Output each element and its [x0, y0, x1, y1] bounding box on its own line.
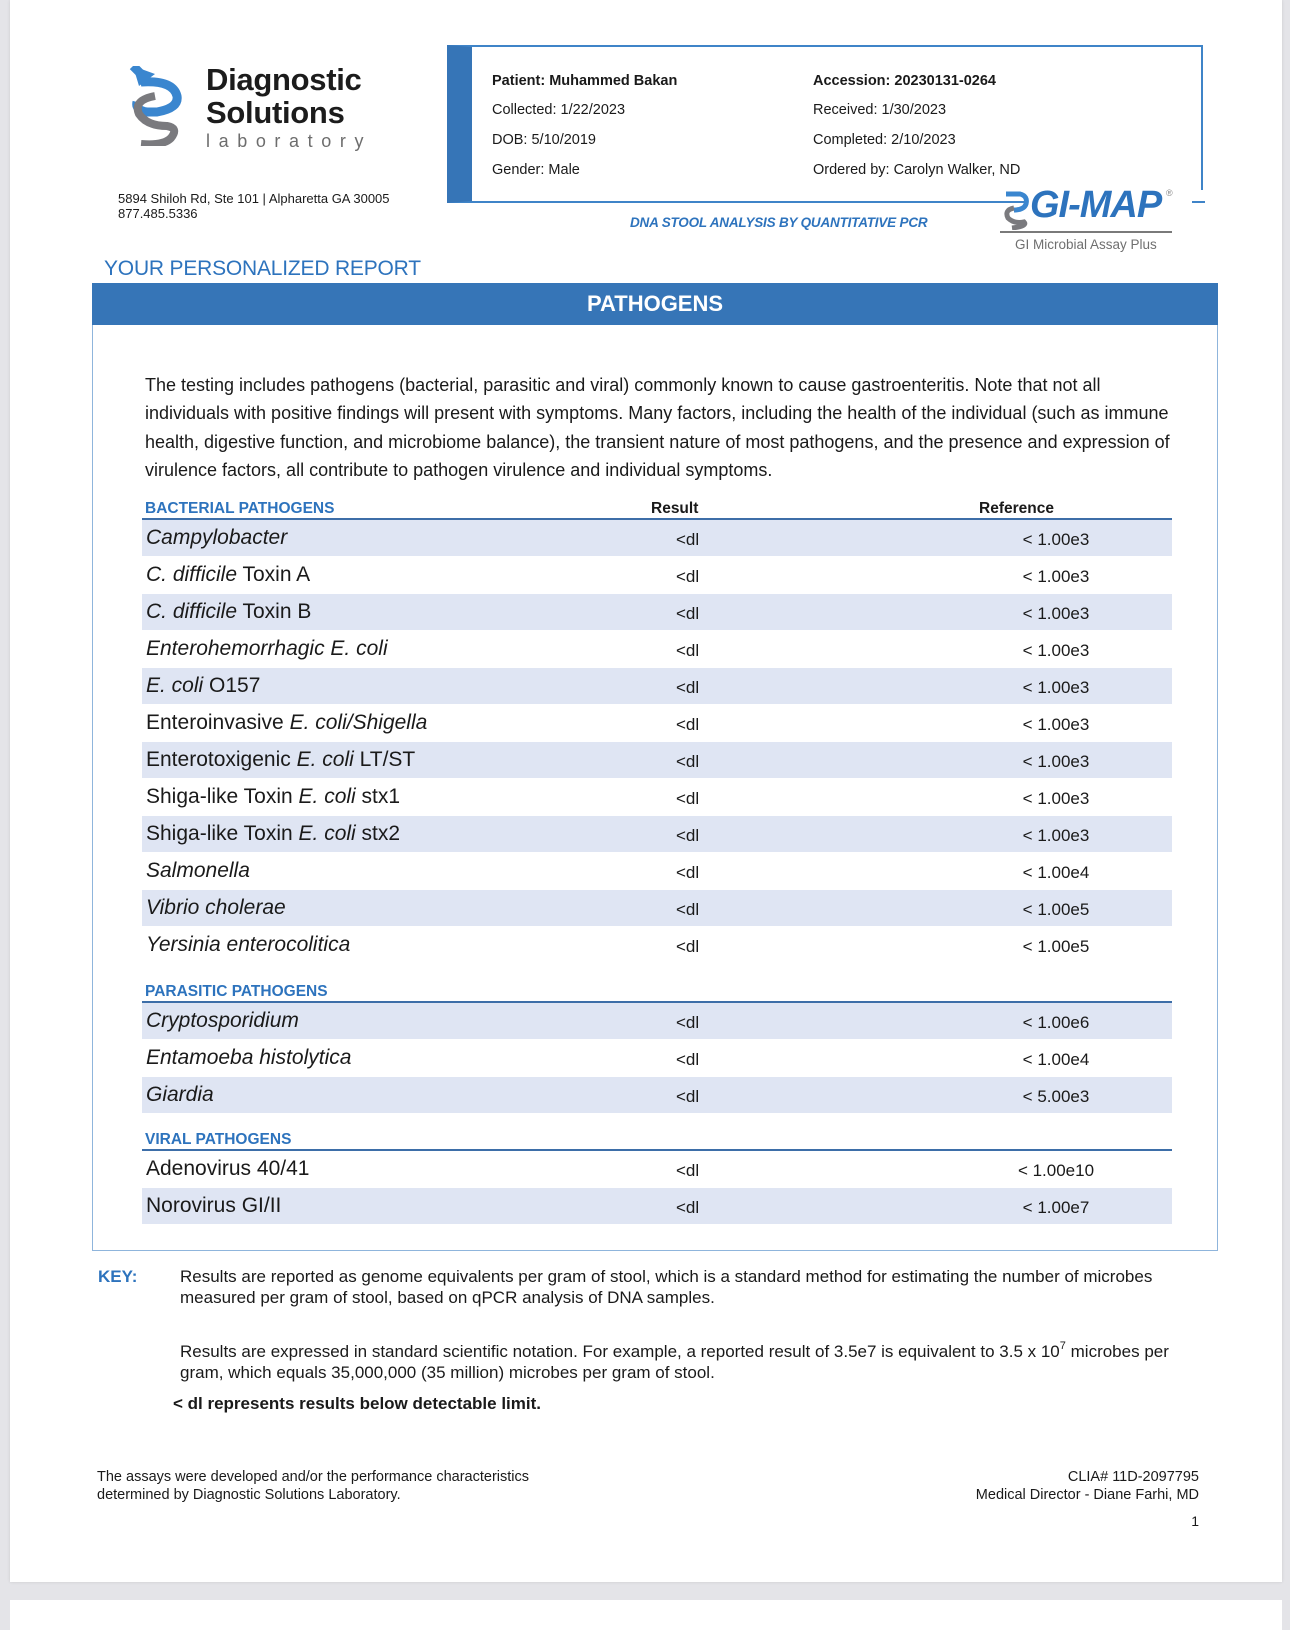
footer-clia — [870, 1469, 1199, 1504]
gimap-underline — [1000, 231, 1172, 233]
bacterial-pathogens-table — [142, 498, 1172, 964]
table-row: Giardia <dl < 5.00e3 — [142, 1077, 1172, 1114]
result-value: <dl — [676, 1013, 700, 1032]
lab-name-line3: laboratory — [206, 131, 373, 151]
result-value: <dl — [676, 1087, 700, 1106]
reference-value: < 1.00e4 — [1022, 863, 1090, 882]
reference-column-header: Reference — [979, 500, 1054, 517]
group-header — [142, 981, 1172, 1003]
result-value: <dl — [676, 567, 700, 586]
gimap-subtitle: GI Microbial Assay Plus — [1015, 237, 1157, 252]
reference-value: < 1.00e3 — [1022, 530, 1090, 549]
result-value: <dl — [676, 752, 700, 771]
reference-value: < 1.00e5 — [1022, 900, 1090, 919]
table-row: Enteroinvasive E. coli/Shigella <dl < 1.00e3 — [142, 705, 1172, 742]
lab-address — [118, 191, 390, 221]
table-row: Yersinia enterocolitica <dl < 1.00e5 — [142, 927, 1172, 964]
completed-date: Completed: 2/10/2023 — [813, 132, 956, 148]
table-row: Salmonella <dl < 1.00e4 — [142, 853, 1172, 890]
group-title: BACTERIAL PATHOGENS — [145, 500, 335, 517]
result-value: <dl — [676, 604, 700, 623]
report-title: YOUR PERSONALIZED REPORT — [104, 257, 421, 280]
parasitic-pathogens-table — [142, 981, 1172, 1114]
result-value: <dl — [676, 1050, 700, 1069]
table-row: Norovirus GI/II <dl < 1.00e7 — [142, 1188, 1172, 1225]
table-row: C. difficile Toxin A <dl < 1.00e3 — [142, 557, 1172, 594]
patient-name: Patient: Muhammed Bakan — [492, 73, 678, 89]
result-value: <dl — [676, 678, 700, 697]
key-paragraph-notation: Results are expressed in standard scientific notation. For example, a reported result of 3.5e7 is equivalent to 3.5 x $10^7$ microbes per gram, which equals 35,000,000 (35 million) microbes per gram of stool. — [180, 1340, 1169, 1382]
page-number: 1 — [1191, 1513, 1199, 1529]
reference-value: < 1.00e3 — [1022, 641, 1090, 660]
analysis-tagline: DNA STOOL ANALYSIS BY QUANTITATIVE PCR — [630, 215, 928, 230]
reference-value: < 1.00e3 — [1022, 567, 1090, 586]
gender: Gender: Male — [492, 162, 580, 178]
clia-number: CLIA# 11D-2097795 — [1067, 1469, 1199, 1485]
result-value: <dl — [676, 641, 700, 660]
group-header — [142, 1129, 1172, 1151]
lab-logo-icon — [125, 66, 195, 146]
section-title: PATHOGENS — [92, 283, 1218, 325]
gimap-logo-icon — [1000, 190, 1032, 230]
table-row: Campylobacter <dl < 1.00e3 — [142, 520, 1172, 557]
lab-name-line2: Solutions — [206, 95, 345, 130]
result-value: <dl — [676, 1161, 700, 1180]
table-row: Enterohemorrhagic E. coli <dl < 1.00e3 — [142, 631, 1172, 668]
section-intro: The testing includes pathogens (bacterial, parasitic and viral) commonly known to cause gastroenteritis. Note that not all individuals with positive findings will present with symptoms. Many factors, including the health of the individual (such as immune health, digestive function, and microbiome balance), the transient nature of most pathogens, and the presence and expression of virulence factors, all contribute to pathogen virulence and individual symptoms. — [145, 375, 1170, 480]
table-row: Adenovirus 40/41 <dl < 1.00e10 — [142, 1151, 1172, 1188]
reference-value: < 1.00e5 — [1022, 937, 1090, 956]
group-title: VIRAL PATHOGENS — [145, 1131, 292, 1148]
collected-date: Collected: 1/22/2023 — [492, 102, 626, 118]
table-row: Shiga-like Toxin E. coli stx2 <dl < 1.00e3 — [142, 816, 1172, 853]
result-value: <dl — [676, 530, 700, 549]
table-row: C. difficile Toxin B <dl < 1.00e3 — [142, 594, 1172, 631]
reference-value: < 1.00e4 — [1022, 1050, 1090, 1069]
received-date: Received: 1/30/2023 — [813, 102, 947, 118]
detectable-limit-note: < dl represents results below detectable limit. — [173, 1394, 541, 1413]
patient-info-box — [447, 45, 1203, 203]
table-row: Shiga-like Toxin E. coli stx1 <dl < 1.00e3 — [142, 779, 1172, 816]
group-header — [142, 498, 1172, 520]
report-page — [10, 0, 1282, 1582]
reference-value: < 1.00e3 — [1022, 752, 1090, 771]
dob: DOB: 5/10/2019 — [492, 132, 596, 148]
next-page-edge — [10, 1600, 1282, 1630]
result-value: <dl — [676, 900, 700, 919]
viral-pathogens-table — [142, 1129, 1172, 1225]
reference-value: < 1.00e3 — [1022, 789, 1090, 808]
lab-phone: 877.485.5336 — [118, 206, 198, 221]
table-row: Entamoeba histolytica <dl < 1.00e4 — [142, 1040, 1172, 1077]
box-border-segment — [1192, 201, 1205, 203]
table-row: Cryptosporidium <dl < 1.00e6 — [142, 1003, 1172, 1040]
medical-director: Medical Director - Diane Farhi, MD — [975, 1486, 1199, 1503]
footer-disclaimer: The assays were developed and/or the performance characteristics determined by Diagnostic Solutions Laboratory. — [97, 1469, 529, 1503]
gimap-logo-text: GI-MAP — [1030, 184, 1162, 226]
table-row: E. coli O157 <dl < 1.00e3 — [142, 668, 1172, 705]
key-label: KEY: — [98, 1267, 138, 1286]
result-value: <dl — [676, 826, 700, 845]
registered-mark: ® — [1166, 188, 1173, 198]
reference-value: < 1.00e3 — [1022, 678, 1090, 697]
result-column-header: Result — [651, 500, 699, 517]
key-paragraph-units: Results are reported as genome equivalents per gram of stool, which is a standard method for estimating the number of microbes measured per gram of stool, based on qPCR analysis of DNA samples. — [180, 1267, 1153, 1307]
result-value: <dl — [676, 937, 700, 956]
table-row: Vibrio cholerae <dl < 1.00e5 — [142, 890, 1172, 927]
accession-number: Accession: 20230131-0264 — [813, 73, 996, 89]
table-row: Enterotoxigenic E. coli LT/ST <dl < 1.00e3 — [142, 742, 1172, 779]
reference-value: < 5.00e3 — [1022, 1087, 1090, 1106]
result-value: <dl — [676, 789, 700, 808]
reference-value: < 1.00e3 — [1022, 604, 1090, 623]
lab-street: 5894 Shiloh Rd, Ste 101 | Alpharetta GA 30005 — [118, 191, 390, 206]
reference-value: < 1.00e7 — [1022, 1198, 1090, 1217]
result-value: <dl — [676, 863, 700, 882]
result-value: <dl — [676, 715, 700, 734]
result-value: <dl — [676, 1198, 700, 1217]
reference-value: < 1.00e6 — [1022, 1013, 1090, 1032]
ordered-by: Ordered by: Carolyn Walker, ND — [813, 162, 1021, 178]
reference-value: < 1.00e3 — [1022, 715, 1090, 734]
group-title: PARASITIC PATHOGENS — [145, 983, 328, 1000]
reference-value: < 1.00e10 — [1017, 1161, 1095, 1180]
lab-name-line1: Diagnostic — [206, 62, 362, 97]
reference-value: < 1.00e3 — [1022, 826, 1090, 845]
